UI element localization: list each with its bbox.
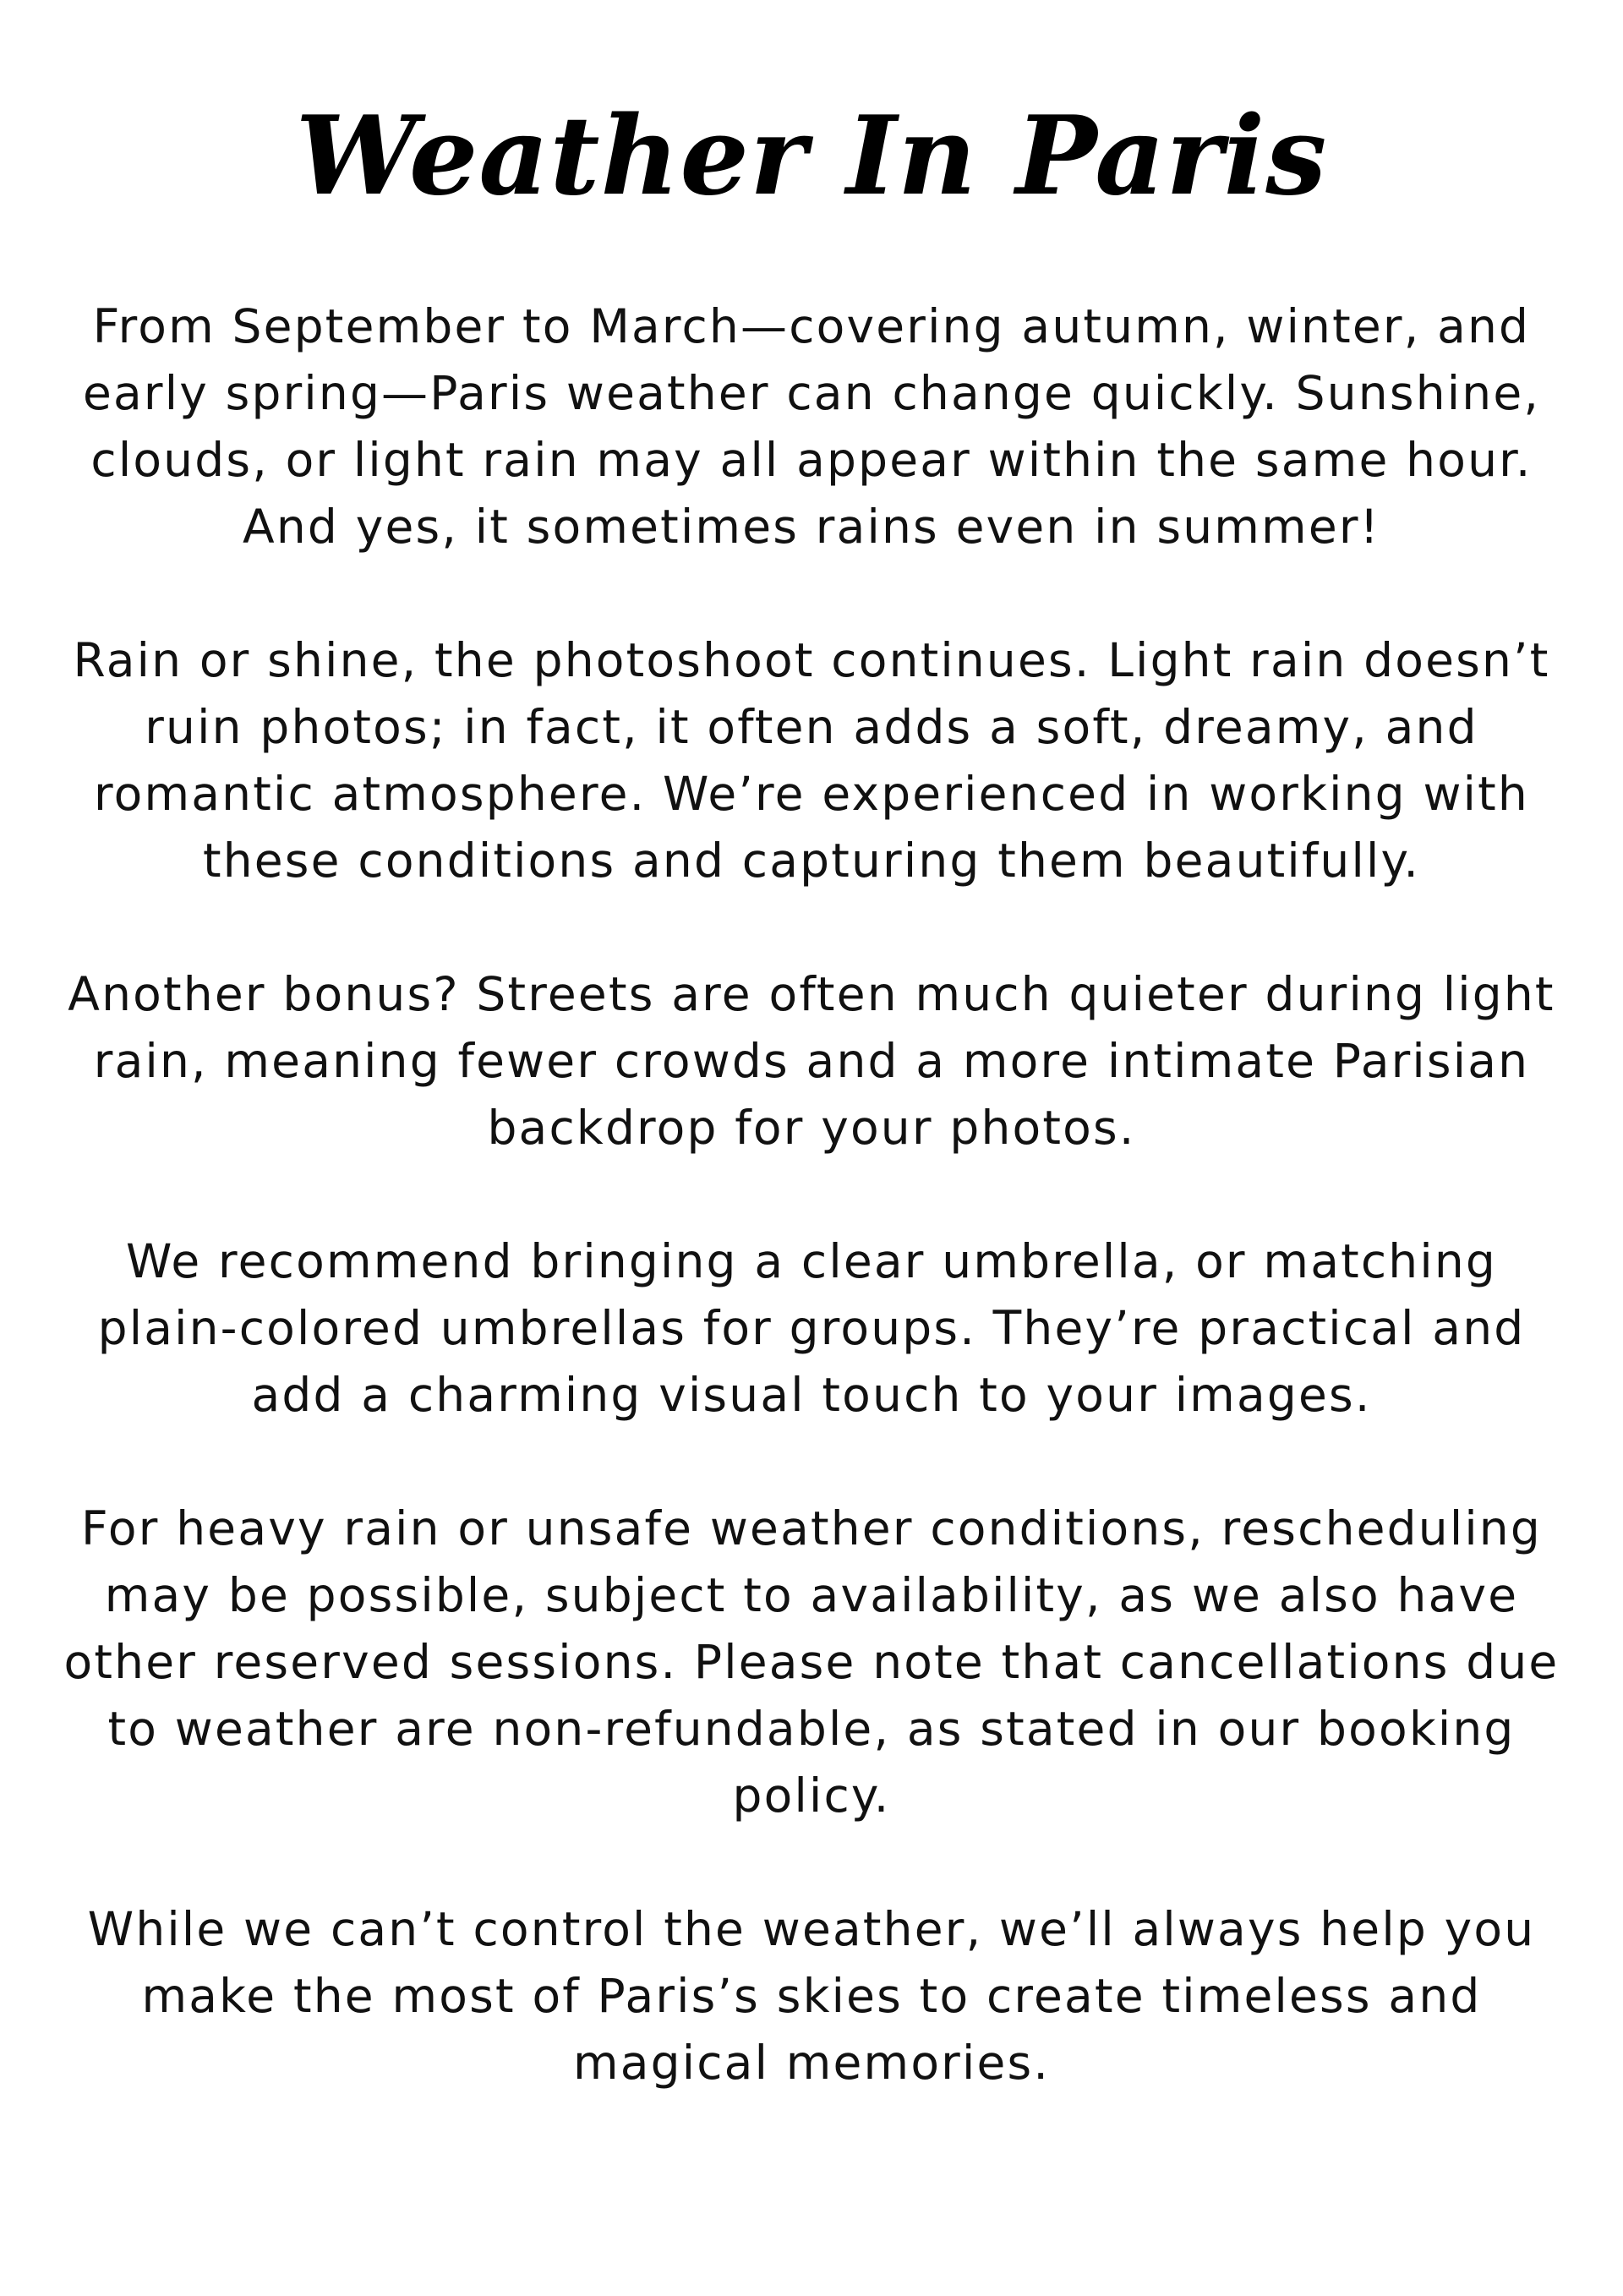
document-body xyxy=(59,293,1564,2096)
paragraph-rescheduling-policy: For heavy rain or unsafe weather conditions, rescheduling may be possible, subject to availability, as we also have other reserved sessions. Please note that cancellations due to weather are non-refundable, as stated in our booking policy. xyxy=(63,1501,1560,1823)
page-title: Weather In Paris xyxy=(295,93,1328,220)
paragraph-closing-note: While we can’t control the weather, we’ll always help you make the most of Paris’s skies to create timeless and magical memories. xyxy=(87,1902,1536,2090)
paragraph-rain-or-shine: Rain or shine, the photoshoot continues. Light rain doesn’t ruin photos; in fact, it often adds a soft, dreamy, and romantic atmosphere. We’re experienced in working with these conditions and capturing them beautifully. xyxy=(73,633,1550,888)
paragraph-umbrella-recommendation: We recommend bringing a clear umbrella, or matching plain-colored umbrellas for groups. They’re practical and add a charming visual touch to your images. xyxy=(97,1234,1526,1422)
paragraph-weather-variability: From September to March—covering autumn, winter, and early spring—Paris weather can change quickly. Sunshine, clouds, or light rain may all appear within the same hour. And yes, it sometimes rains even in summer! xyxy=(82,299,1541,554)
paragraph-quieter-streets: Another bonus? Streets are often much quieter during light rain, meaning fewer crowds and a more intimate Parisian backdrop for your photos. xyxy=(68,967,1555,1155)
